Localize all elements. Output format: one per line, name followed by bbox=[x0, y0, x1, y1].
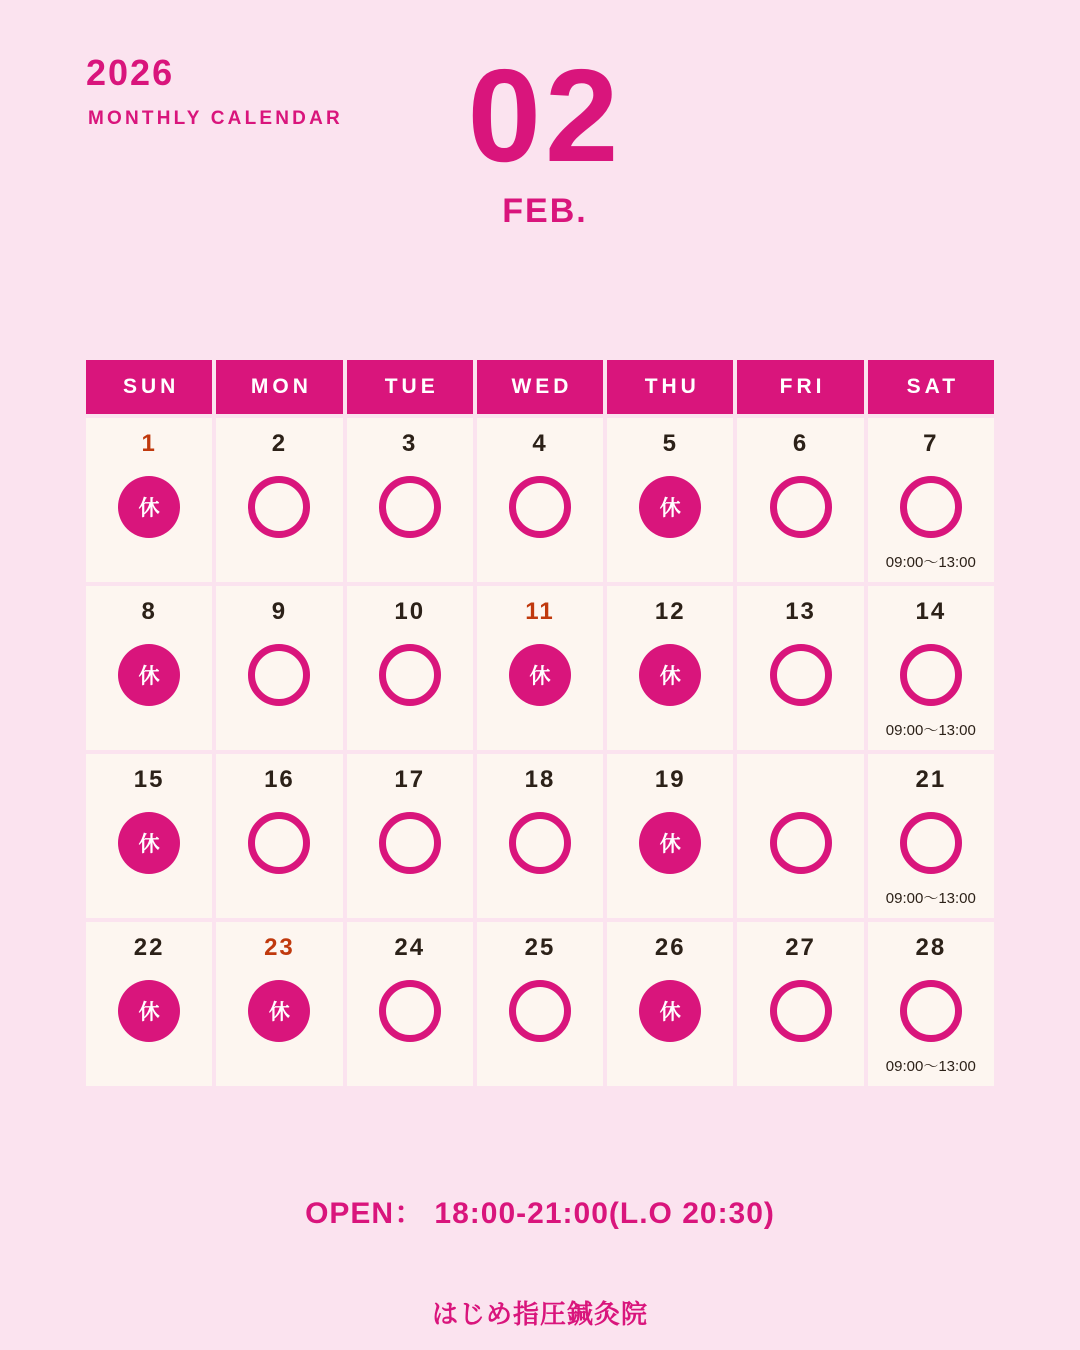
day-cell[interactable] bbox=[216, 922, 342, 1086]
open-circle-icon bbox=[379, 644, 441, 706]
day-number: 14 bbox=[915, 598, 947, 625]
closed-mark-icon: 休 bbox=[639, 812, 701, 874]
open-hours-line: OPEN： 18:00-21:00(L.O 20:30) bbox=[305, 1197, 775, 1230]
day-number: 1 bbox=[141, 430, 157, 457]
calendar-header bbox=[0, 0, 1080, 300]
month-number: 02 bbox=[467, 42, 623, 189]
day-cell[interactable] bbox=[868, 418, 994, 582]
day-cell[interactable] bbox=[86, 754, 212, 918]
weekday-sat: SAT bbox=[868, 360, 994, 414]
day-cell[interactable] bbox=[868, 754, 994, 918]
month-name: FEB. bbox=[502, 192, 588, 230]
open-circle-icon bbox=[379, 980, 441, 1042]
day-cell[interactable] bbox=[737, 418, 863, 582]
day-cell[interactable] bbox=[737, 586, 863, 750]
day-cell[interactable] bbox=[868, 922, 994, 1086]
day-cell[interactable] bbox=[347, 586, 473, 750]
weekday-thu: THU bbox=[607, 360, 733, 414]
weekday-sun: SUN bbox=[86, 360, 212, 414]
day-number: 9 bbox=[271, 598, 288, 625]
day-number: 18 bbox=[524, 766, 556, 793]
day-number: 11 bbox=[525, 598, 555, 625]
open-circle-icon bbox=[248, 812, 310, 874]
day-number: 25 bbox=[524, 934, 556, 961]
day-number: 19 bbox=[654, 766, 686, 793]
weekday-header-row bbox=[86, 360, 994, 414]
open-circle-icon bbox=[509, 812, 571, 874]
day-cell[interactable] bbox=[86, 418, 212, 582]
day-number: 15 bbox=[133, 766, 165, 793]
day-number: 16 bbox=[264, 766, 295, 793]
day-cell[interactable] bbox=[347, 418, 473, 582]
closed-mark-icon: 休 bbox=[118, 644, 180, 706]
day-number: 26 bbox=[654, 934, 686, 961]
closed-mark-icon: 休 bbox=[639, 980, 701, 1042]
open-circle-icon bbox=[379, 812, 441, 874]
weekday-wed: WED bbox=[477, 360, 603, 414]
open-circle-icon bbox=[770, 476, 832, 538]
day-number: 8 bbox=[141, 598, 157, 625]
day-cell[interactable] bbox=[607, 754, 733, 918]
day-number: 27 bbox=[785, 934, 816, 961]
closed-mark-icon: 休 bbox=[509, 644, 571, 706]
day-cell[interactable] bbox=[477, 922, 603, 1086]
open-circle-icon bbox=[900, 644, 962, 706]
open-circle-icon bbox=[379, 476, 441, 538]
weekday-fri: FRI bbox=[737, 360, 863, 414]
open-circle-icon bbox=[248, 644, 310, 706]
day-number: 24 bbox=[394, 934, 426, 961]
day-hours-label: 09:00〜13:00 bbox=[885, 722, 976, 739]
calendar-subtitle: MONTHLY CALENDAR bbox=[88, 108, 343, 129]
closed-mark-icon: 休 bbox=[118, 476, 180, 538]
day-cell[interactable] bbox=[86, 586, 212, 750]
open-circle-icon bbox=[770, 812, 832, 874]
day-number: 6 bbox=[792, 430, 809, 457]
day-hours-label: 09:00〜13:00 bbox=[885, 1058, 976, 1075]
open-circle-icon bbox=[900, 476, 962, 538]
open-circle-icon bbox=[900, 812, 962, 874]
day-cell[interactable] bbox=[347, 922, 473, 1086]
day-number: 4 bbox=[532, 430, 548, 457]
shop-name: はじめ指圧鍼灸院 bbox=[431, 1299, 648, 1329]
day-cell[interactable] bbox=[477, 418, 603, 582]
open-circle-icon bbox=[509, 980, 571, 1042]
calendar-grid bbox=[86, 360, 994, 1090]
open-circle-icon bbox=[770, 644, 832, 706]
week-row bbox=[86, 418, 994, 582]
day-cell[interactable] bbox=[477, 586, 603, 750]
day-cell[interactable] bbox=[607, 418, 733, 582]
open-circle-icon bbox=[509, 476, 571, 538]
day-number: 12 bbox=[654, 598, 686, 625]
day-cell[interactable] bbox=[216, 418, 342, 582]
day-cell[interactable] bbox=[868, 586, 994, 750]
year-label: 2026 bbox=[86, 52, 175, 93]
open-circle-icon bbox=[248, 476, 310, 538]
day-cell[interactable] bbox=[737, 754, 863, 918]
weekday-tue: TUE bbox=[347, 360, 473, 414]
day-cell[interactable] bbox=[607, 922, 733, 1086]
day-cell[interactable] bbox=[347, 754, 473, 918]
day-cell[interactable] bbox=[216, 754, 342, 918]
day-cell[interactable] bbox=[737, 922, 863, 1086]
closed-mark-icon: 休 bbox=[639, 476, 701, 538]
day-number: 5 bbox=[662, 430, 678, 457]
day-hours-label: 09:00〜13:00 bbox=[885, 890, 976, 907]
day-cell[interactable] bbox=[216, 586, 342, 750]
open-circle-icon bbox=[770, 980, 832, 1042]
week-row bbox=[86, 754, 994, 918]
day-number: 13 bbox=[785, 598, 816, 625]
closed-mark-icon: 休 bbox=[639, 644, 701, 706]
day-cell[interactable] bbox=[477, 754, 603, 918]
day-number: 28 bbox=[915, 934, 947, 961]
day-hours-label: 09:00〜13:00 bbox=[885, 554, 976, 571]
day-number: 21 bbox=[915, 766, 947, 793]
day-cell[interactable] bbox=[86, 922, 212, 1086]
closed-mark-icon: 休 bbox=[118, 812, 180, 874]
day-number: 7 bbox=[923, 430, 939, 457]
weekday-mon: MON bbox=[216, 360, 342, 414]
day-cell[interactable] bbox=[607, 586, 733, 750]
week-row bbox=[86, 586, 994, 750]
day-number: 10 bbox=[394, 598, 426, 625]
closed-mark-icon: 休 bbox=[248, 980, 310, 1042]
closed-mark-icon: 休 bbox=[118, 980, 180, 1042]
day-number: 2 bbox=[271, 430, 288, 457]
day-number: 23 bbox=[264, 934, 295, 961]
weeks-container bbox=[86, 418, 994, 1086]
day-number: 22 bbox=[133, 934, 165, 961]
day-number: 3 bbox=[402, 430, 418, 457]
week-row bbox=[86, 922, 994, 1086]
day-number: 17 bbox=[394, 766, 426, 793]
open-circle-icon bbox=[900, 980, 962, 1042]
